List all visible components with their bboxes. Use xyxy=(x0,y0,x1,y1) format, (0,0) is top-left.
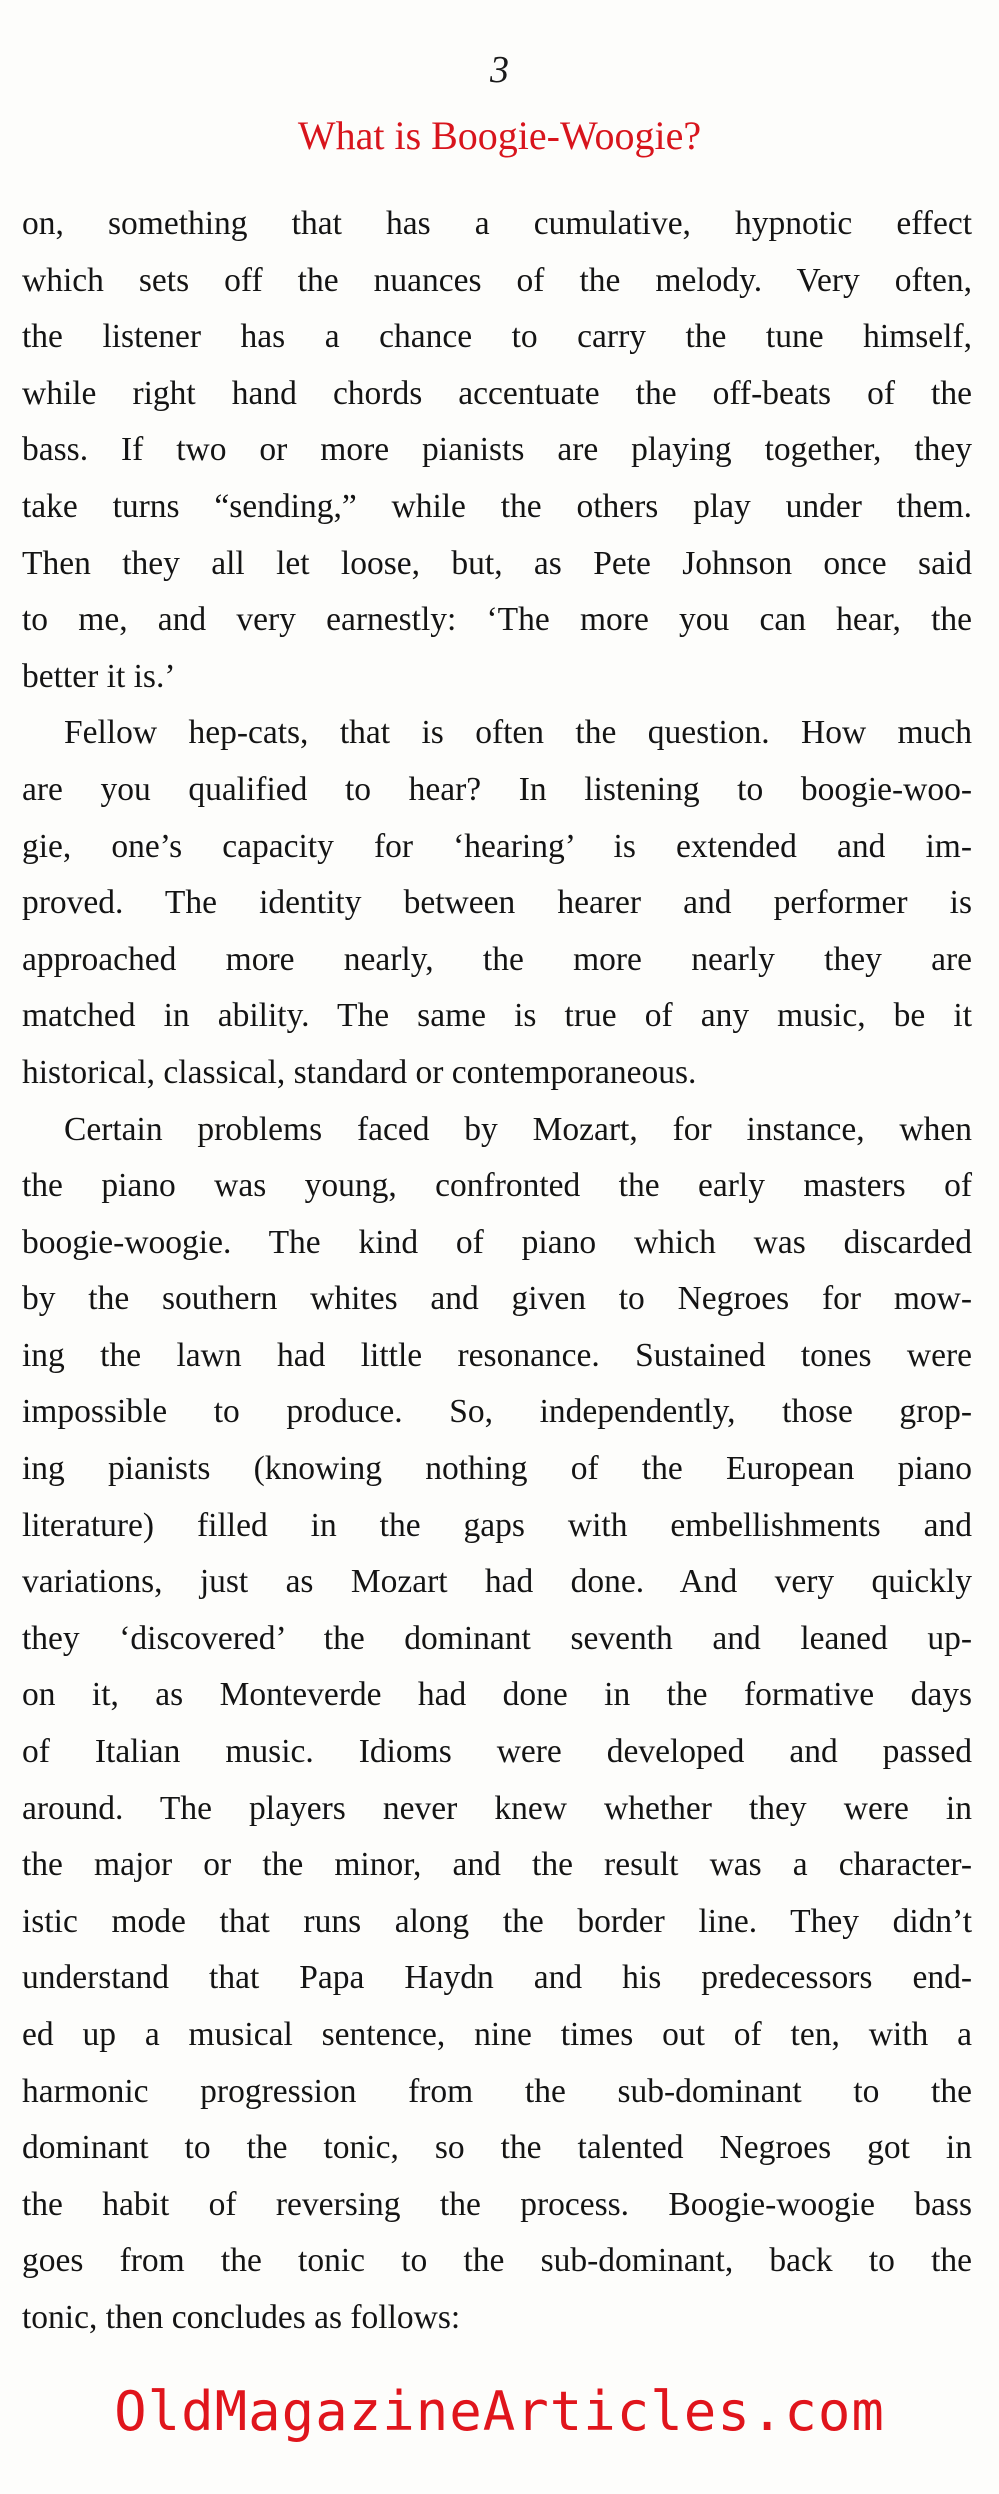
text-line: harmonic progression from the sub-dominant to the xyxy=(22,2072,972,2110)
text-line: impossible to produce. So, independently, those grop- xyxy=(22,1393,972,1431)
text-line: ed up a musical sentence, nine times out of ten, with a xyxy=(22,2016,972,2053)
text-line: the habit of reversing the process. Boogie-woogie bass xyxy=(22,2185,972,2223)
text-line: better it is.’ xyxy=(22,657,176,695)
text-line: variations, just as Mozart had done. And very quickly xyxy=(22,1563,972,1601)
text-line: they ‘discovered’ the dominant seventh and leaned up- xyxy=(22,1619,972,1657)
text-line: ing pianists (knowing nothing of the European piano xyxy=(22,1450,972,1488)
text-line: matched in ability. The same is true of any music, be it xyxy=(22,997,972,1035)
text-line: dominant to the tonic, so the talented Negroes got in xyxy=(22,2129,972,2167)
text-line: which sets off the nuances of the melody. Very often, xyxy=(22,261,972,299)
text-line: take turns “sending,” while the others play under them. xyxy=(22,487,972,525)
running-title: What is Boogie-Woogie? xyxy=(297,113,702,158)
text-line: proved. The identity between hearer and performer is xyxy=(22,884,972,922)
text-line: by the southern whites and given to Negroes for mow- xyxy=(22,1280,972,1318)
text-line: while right hand chords accentuate the off-beats of the xyxy=(22,374,972,412)
text-line: ing the lawn had little resonance. Sustained tones were xyxy=(22,1336,972,1374)
text-line: tonic, then concludes as follows: xyxy=(22,2298,461,2336)
text-line: the listener has a chance to carry the tune himself, xyxy=(22,318,972,356)
article-body xyxy=(22,196,972,2347)
text-line: literature) filled in the gaps with embellishments and xyxy=(22,1506,972,1544)
text-line: understand that Papa Haydn and his predecessors end- xyxy=(22,1959,972,1997)
text-line: around. The players never knew whether they were in xyxy=(22,1789,972,1827)
text-line: on it, as Monteverde had done in the formative days xyxy=(22,1676,972,1714)
page-number: 3 xyxy=(490,49,509,91)
text-line: historical, classical, standard or contemporaneous. xyxy=(22,1053,697,1091)
text-line: boogie-woogie. The kind of piano which was discarded xyxy=(22,1223,972,1261)
text-line: the major or the minor, and the result was a character- xyxy=(22,1846,972,1884)
text-line: the piano was young, confronted the early masters of xyxy=(22,1167,972,1205)
text-line: Certain problems faced by Mozart, for instance, when xyxy=(64,1110,972,1148)
text-line: Then they all let loose, but, as Pete Johnson once said xyxy=(22,544,972,582)
text-line: on, something that has a cumulative, hypnotic effect xyxy=(22,205,972,242)
text-line: to me, and very earnestly: ‘The more you can hear, the xyxy=(22,601,972,639)
text-line: gie, one’s capacity for ‘hearing’ is extended and im- xyxy=(22,827,972,865)
text-line: of Italian music. Idioms were developed and passed xyxy=(22,1733,972,1771)
text-line: goes from the tonic to the sub-dominant, back to the xyxy=(22,2242,972,2280)
site-watermark: OldMagazineArticles.com xyxy=(114,2380,885,2443)
text-line: are you qualified to hear? In listening to boogie-woo- xyxy=(22,770,972,808)
text-line: bass. If two or more pianists are playing together, they xyxy=(22,431,972,469)
text-line: istic mode that runs along the border line. They didn’t xyxy=(22,1902,972,1940)
text-line: Fellow hep-cats, that is often the question. How much xyxy=(64,714,972,752)
text-line: approached more nearly, the more nearly they are xyxy=(22,940,972,978)
